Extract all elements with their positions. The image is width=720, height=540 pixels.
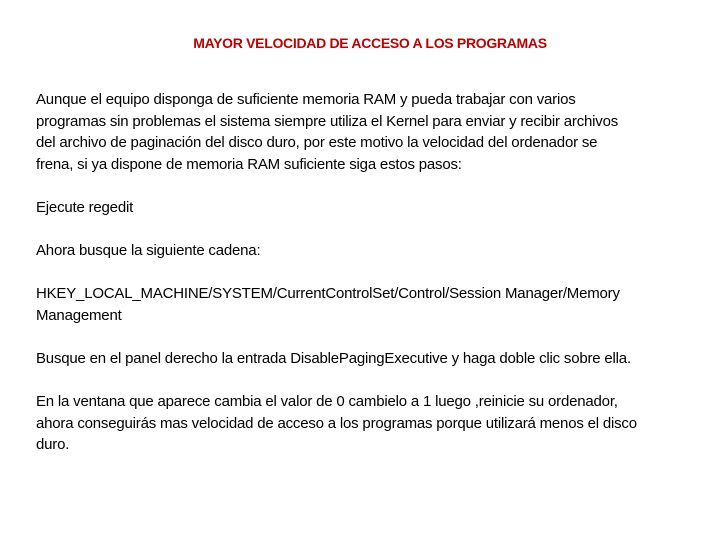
text-line: Ejecute regedit <box>36 199 134 216</box>
step-run-regedit <box>36 197 133 219</box>
text-line: En la ventana que aparece cambia el valor de 0 cambielo a 1 luego ,reinicie su ordenador, <box>36 393 618 410</box>
text-line: frena, si ya dispone de memoria RAM suficiente siga estos pasos: <box>36 155 462 173</box>
page-title: MAYOR VELOCIDAD DE ACCESO A LOS PROGRAMAS <box>193 35 547 51</box>
text-line: Ahora busque la siguiente cadena: <box>36 242 261 259</box>
text-line: del archivo de paginación del disco duro, por este motivo la velocidad del ordenador se <box>36 134 598 152</box>
text-line: Aunque el equipo disponga de suficiente memoria RAM y pueda trabajar con varios <box>36 91 576 108</box>
text-line: duro. <box>36 436 70 454</box>
text-line: programas sin problemas el sistema siempre utiliza el Kernel para enviar y recibir archivos <box>36 112 619 130</box>
registry-path <box>36 283 620 326</box>
step-change-value <box>36 391 637 456</box>
step-find-key <box>36 240 260 262</box>
text-line: Management <box>36 306 122 324</box>
text-line: HKEY_LOCAL_MACHINE/SYSTEM/CurrentControlSet/Control/Session Manager/Memory <box>36 285 620 302</box>
intro-paragraph <box>36 89 618 175</box>
text-line: ahora conseguirás mas velocidad de acceso a los programas porque utilizará menos el disco <box>36 414 637 432</box>
text-line: Busque en el panel derecho la entrada DisablePagingExecutive y haga doble clic sobre ella. <box>36 350 631 367</box>
step-find-entry <box>36 348 631 370</box>
